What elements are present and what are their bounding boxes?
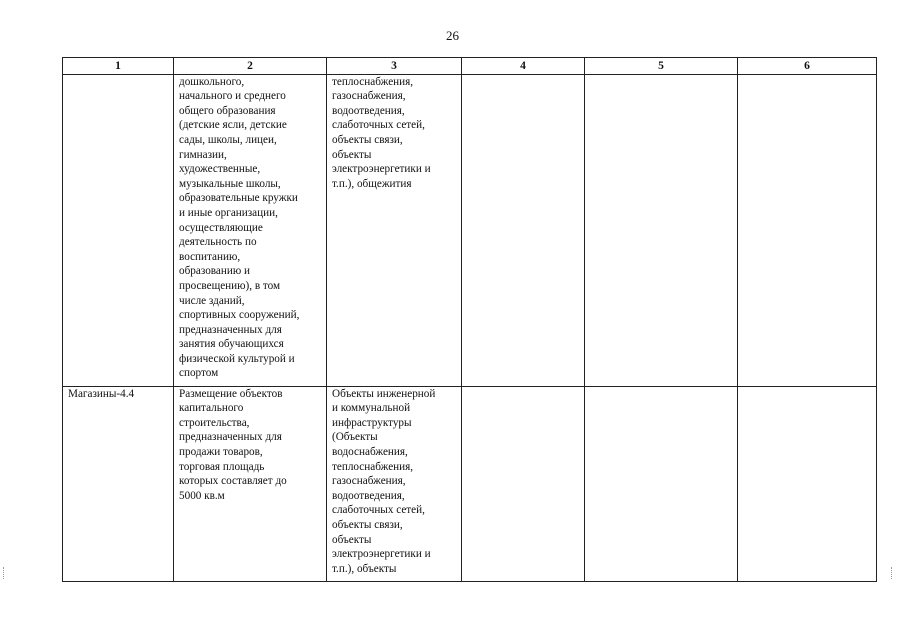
cell-line: предназначенных для: [179, 431, 282, 444]
cell-line: спортом: [179, 367, 219, 380]
cell-line: деятельность по: [179, 236, 257, 249]
cell-line: и коммунальной: [332, 402, 411, 415]
cell-line: (детские ясли, детские: [179, 119, 287, 132]
column-header-5: 5: [585, 58, 738, 75]
cell-line: образовательные кружки: [179, 192, 298, 205]
cell-line: занятия обучающихся: [179, 338, 284, 351]
cell-line: воспитанию,: [179, 250, 241, 263]
row-2-col-2: [174, 386, 327, 581]
column-header-2: 2: [174, 58, 327, 75]
row-2-col-6: [738, 386, 877, 581]
row-1-col-1: [63, 74, 174, 386]
cell-line: просвещению), в том: [179, 279, 281, 292]
cell-line: которых составляет до: [179, 475, 287, 488]
row-1-col-2-text: [179, 75, 321, 381]
cell-line: водоснабжения,: [332, 445, 408, 458]
cell-line: теплоснабжения,: [332, 75, 414, 88]
row-2-col-3-text: [332, 387, 456, 577]
cell-line: электроэнергетики и: [332, 548, 431, 561]
cell-line: т.п.), общежития: [332, 177, 412, 190]
row-1-col-3: [327, 74, 462, 386]
column-header-3: 3: [327, 58, 462, 75]
cell-line: образованию и: [179, 265, 251, 278]
cell-line: 5000 кв.м: [179, 489, 225, 502]
scan-edge-mark-left: [3, 567, 5, 579]
row-2-col-2-text: [179, 387, 321, 504]
cell-line: объекты связи,: [332, 133, 403, 146]
cell-line: электроэнергетики и: [332, 163, 431, 176]
row-1-col-6: [738, 74, 877, 386]
row-1-col-3-text: [332, 75, 456, 192]
cell-line: дошкольного,: [179, 75, 245, 88]
cell-line: гимназии,: [179, 148, 227, 161]
cell-line: художественные,: [179, 163, 261, 176]
table-row: [63, 74, 877, 386]
cell-line: и иные организации,: [179, 206, 278, 219]
scan-edge-mark-right: [891, 567, 893, 579]
cell-line: газоснабжения,: [332, 475, 406, 488]
cell-line: газоснабжения,: [332, 90, 406, 103]
cell-line: водоотведения,: [332, 489, 405, 502]
cell-line: (Объекты: [332, 431, 378, 444]
cell-line: Объекты инженерной: [332, 387, 436, 400]
cell-line: музыкальные школы,: [179, 177, 281, 190]
cell-line: физической культурой и: [179, 352, 295, 365]
cell-line: слаботочных сетей,: [332, 119, 425, 132]
cell-line: строительства,: [179, 416, 250, 429]
row-2-col-1: Магазины-4.4: [63, 386, 174, 581]
cell-line: общего образования: [179, 104, 276, 117]
row-2-col-3: [327, 386, 462, 581]
cell-line: капитального: [179, 402, 244, 415]
cell-line: числе зданий,: [179, 294, 245, 307]
row-1-col-5: [585, 74, 738, 386]
cell-line: т.п.), объекты: [332, 562, 397, 575]
cell-line: осуществляющие: [179, 221, 263, 234]
column-header-6: 6: [738, 58, 877, 75]
cell-line: предназначенных для: [179, 323, 282, 336]
row-1-col-4: [462, 74, 585, 386]
row-2-col-4: [462, 386, 585, 581]
column-header-1: 1: [63, 58, 174, 75]
cell-line: теплоснабжения,: [332, 460, 414, 473]
row-2-col-5: [585, 386, 738, 581]
cell-line: торговая площадь: [179, 460, 265, 473]
cell-line: сады, школы, лицеи,: [179, 133, 277, 146]
cell-line: спортивных сооружений,: [179, 309, 300, 322]
cell-line: слаботочных сетей,: [332, 504, 425, 517]
cell-line: объекты: [332, 533, 372, 546]
land-use-table: [62, 57, 877, 582]
cell-line: объекты: [332, 148, 372, 161]
cell-line: начального и среднего: [179, 90, 286, 103]
page-number: 26: [446, 28, 459, 43]
cell-line: Размещение объектов: [179, 387, 283, 400]
cell-line: инфраструктуры: [332, 416, 412, 429]
row-1-col-2: [174, 74, 327, 386]
cell-line: продажи товаров,: [179, 445, 263, 458]
table-row: [63, 386, 877, 581]
cell-line: объекты связи,: [332, 518, 403, 531]
column-header-4: 4: [462, 58, 585, 75]
cell-line: водоотведения,: [332, 104, 405, 117]
table-header-row: [63, 58, 877, 75]
